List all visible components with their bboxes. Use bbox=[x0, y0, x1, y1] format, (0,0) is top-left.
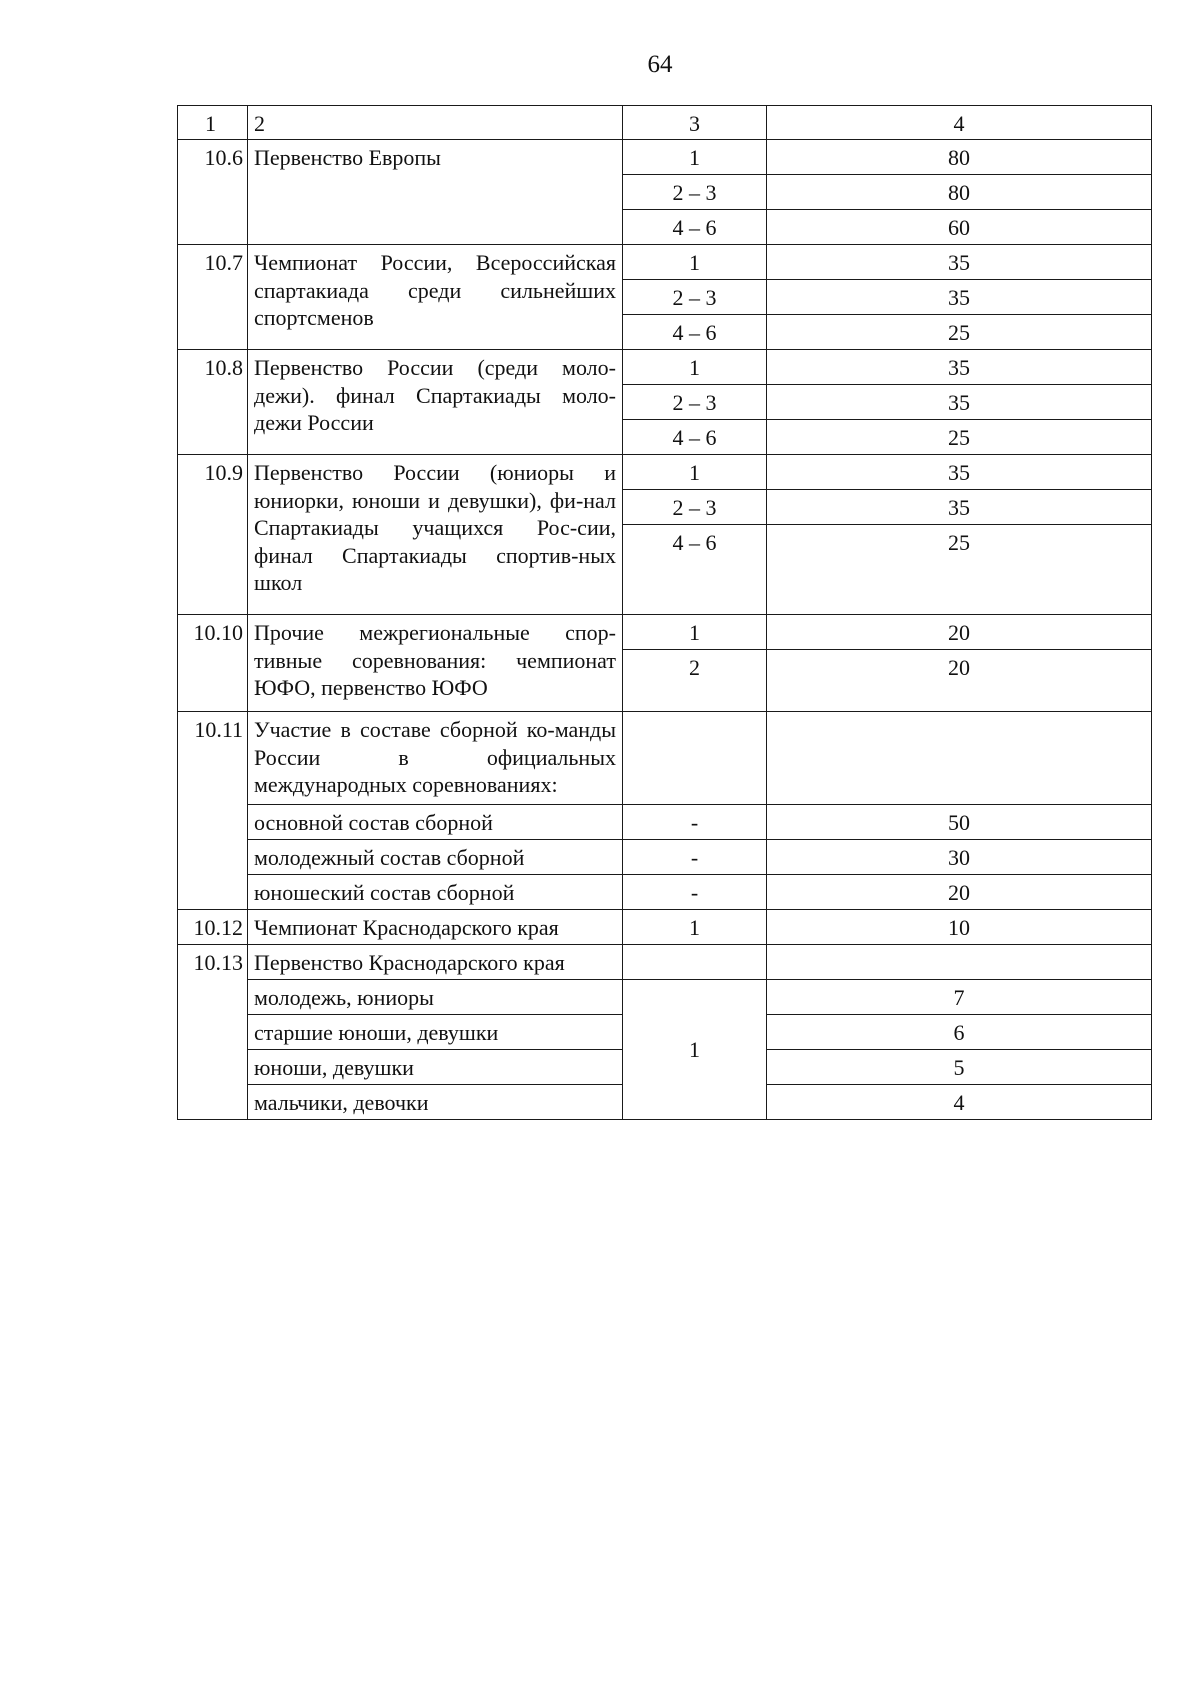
team-category: молодежный состав сборной bbox=[248, 840, 623, 875]
competition-name: Первенство России (среди моло-дежи). финал Спартакиады моло-дежи России bbox=[248, 350, 623, 455]
points-cell: 50 bbox=[767, 805, 1152, 840]
points-table bbox=[177, 105, 1152, 1120]
points-cell-empty bbox=[767, 945, 1152, 980]
column-header-1: 1 bbox=[177, 105, 248, 140]
points-cell: 30 bbox=[767, 840, 1152, 875]
place-cell-empty bbox=[623, 945, 767, 980]
points-cell: 35 bbox=[767, 385, 1152, 420]
place-cell: 1 bbox=[623, 455, 767, 490]
age-category: мальчики, девочки bbox=[248, 1085, 623, 1120]
competition-name: Участие в составе сборной ко-манды России в официальных международных соревнованиях: bbox=[248, 712, 623, 805]
place-cell: - bbox=[623, 875, 767, 910]
place-cell: - bbox=[623, 805, 767, 840]
points-cell: 35 bbox=[767, 490, 1152, 525]
row-number: 10.7 bbox=[177, 245, 248, 350]
age-category: старшие юноши, девушки bbox=[248, 1015, 623, 1050]
points-cell: 35 bbox=[767, 245, 1152, 280]
place-cell: 4 – 6 bbox=[623, 420, 767, 455]
column-header-3: 3 bbox=[623, 105, 767, 140]
place-cell: 1 bbox=[623, 910, 767, 945]
place-cell: 2 – 3 bbox=[623, 280, 767, 315]
points-cell: 4 bbox=[767, 1085, 1152, 1120]
row-number: 10.11 bbox=[177, 712, 248, 910]
points-cell: 20 bbox=[767, 615, 1152, 650]
points-cell: 25 bbox=[767, 315, 1152, 350]
points-cell: 10 bbox=[767, 910, 1152, 945]
column-header-4: 4 bbox=[767, 105, 1152, 140]
place-cell: 1 bbox=[623, 245, 767, 280]
row-number: 10.13 bbox=[177, 945, 248, 1120]
points-cell: 20 bbox=[767, 650, 1152, 712]
place-cell: 1 bbox=[623, 615, 767, 650]
place-cell: 1 bbox=[623, 140, 767, 175]
points-cell: 80 bbox=[767, 175, 1152, 210]
row-number: 10.12 bbox=[177, 910, 248, 945]
points-cell: 5 bbox=[767, 1050, 1152, 1085]
points-cell: 25 bbox=[767, 525, 1152, 615]
place-cell-shared: 1 bbox=[623, 980, 767, 1120]
competition-name: Прочие межрегиональные спор-тивные соревнования: чемпионат ЮФО, первенство ЮФО bbox=[248, 615, 623, 712]
points-cell: 7 bbox=[767, 980, 1152, 1015]
place-cell: 2 – 3 bbox=[623, 385, 767, 420]
column-header-2: 2 bbox=[248, 105, 623, 140]
place-cell: - bbox=[623, 840, 767, 875]
team-category: основной состав сборной bbox=[248, 805, 623, 840]
points-cell-empty bbox=[767, 712, 1152, 805]
age-category: молодежь, юниоры bbox=[248, 980, 623, 1015]
row-number: 10.8 bbox=[177, 350, 248, 455]
points-cell: 35 bbox=[767, 350, 1152, 385]
points-cell: 6 bbox=[767, 1015, 1152, 1050]
points-cell: 25 bbox=[767, 420, 1152, 455]
place-cell: 2 – 3 bbox=[623, 490, 767, 525]
row-number: 10.10 bbox=[177, 615, 248, 712]
competition-name: Чемпионат Краснодарского края bbox=[248, 910, 623, 945]
team-category: юношеский состав сборной bbox=[248, 875, 623, 910]
place-cell: 2 bbox=[623, 650, 767, 712]
competition-name: Первенство Краснодарского края bbox=[248, 945, 623, 980]
row-number: 10.9 bbox=[177, 455, 248, 615]
competition-name: Первенство России (юниоры и юниорки, юноши и девушки), фи-нал Спартакиады учащихся Рос-сии, финал Спартакиады спортив-ных школ bbox=[248, 455, 623, 615]
place-cell: 4 – 6 bbox=[623, 525, 767, 615]
place-cell: 1 bbox=[623, 350, 767, 385]
points-cell: 35 bbox=[767, 280, 1152, 315]
page-number: 64 bbox=[647, 51, 673, 78]
place-cell: 2 – 3 bbox=[623, 175, 767, 210]
points-cell: 20 bbox=[767, 875, 1152, 910]
points-cell: 80 bbox=[767, 140, 1152, 175]
place-cell-empty bbox=[623, 712, 767, 805]
place-cell: 4 – 6 bbox=[623, 210, 767, 245]
competition-name: Первенство Европы bbox=[248, 140, 623, 245]
points-cell: 35 bbox=[767, 455, 1152, 490]
place-cell: 4 – 6 bbox=[623, 315, 767, 350]
age-category: юноши, девушки bbox=[248, 1050, 623, 1085]
points-cell: 60 bbox=[767, 210, 1152, 245]
row-number: 10.6 bbox=[177, 140, 248, 245]
competition-name: Чемпионат России, Всероссийская спартакиада среди сильнейших спортсменов bbox=[248, 245, 623, 350]
